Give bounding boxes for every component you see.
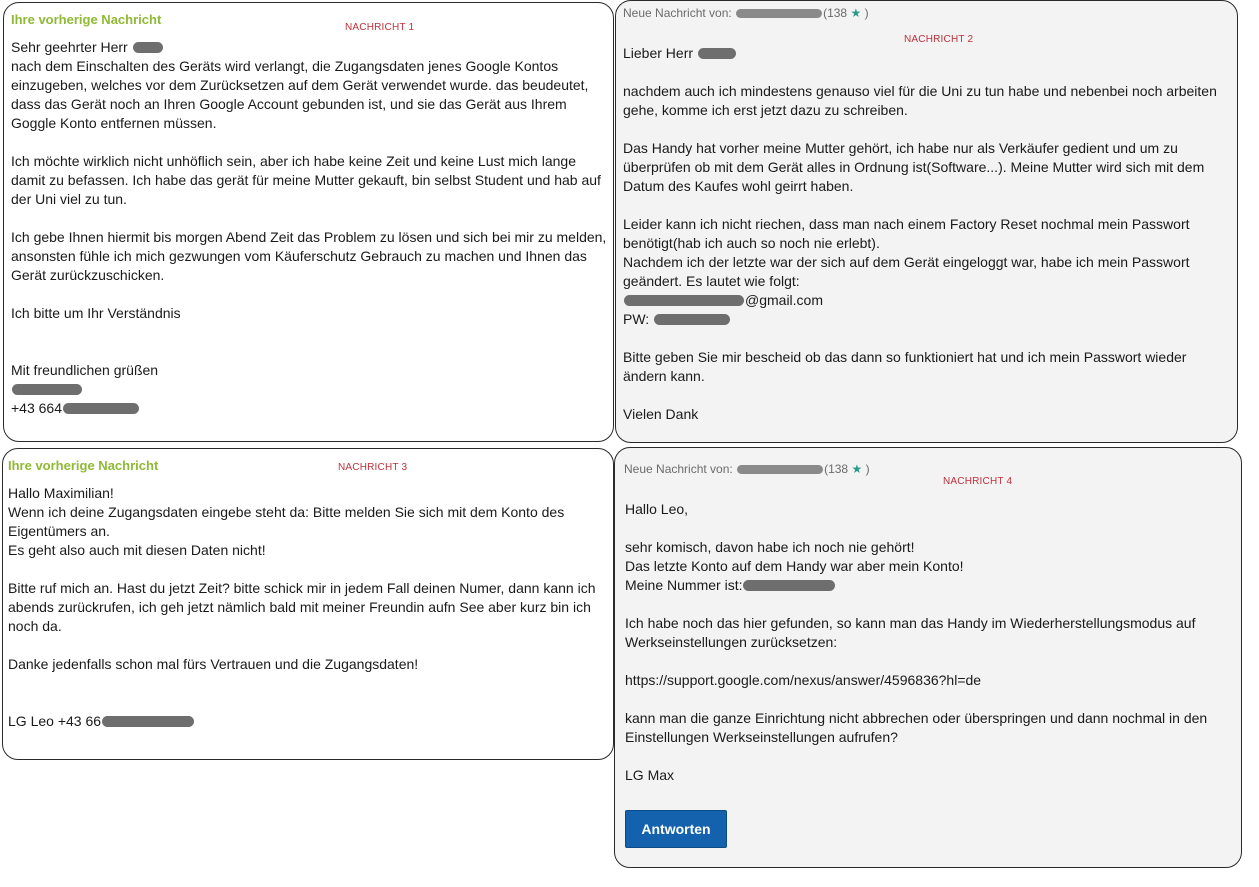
salutation: Lieber Herr bbox=[623, 45, 694, 61]
redacted-email bbox=[624, 295, 744, 306]
pw-label: PW: bbox=[623, 311, 650, 327]
redacted-sender[interactable] bbox=[737, 465, 823, 474]
greeting: Hallo Leo, bbox=[625, 501, 689, 517]
support-link[interactable]: https://support.google.com/nexus/answer/4596836?hl=de bbox=[625, 672, 982, 688]
star-icon: ★ bbox=[850, 6, 862, 20]
redacted-signature bbox=[12, 384, 82, 395]
phone-label: Meine Nummer ist: bbox=[625, 577, 743, 593]
message-paragraph: sehr komisch, davon habe ich noch nie gehört! bbox=[625, 539, 915, 555]
message-paragraph: Nachdem ich der letzte war der sich auf dem Gerät eingeloggt war, habe ich mein Passwort geändert. Es lautet wie folgt: bbox=[623, 254, 1190, 289]
message-tag: NACHRICHT 3 bbox=[338, 462, 408, 473]
signoff: LG Leo +43 66 bbox=[8, 713, 102, 729]
header-label: Neue Nachricht von: bbox=[623, 6, 732, 20]
message-paragraph: Wenn ich deine Zugangsdaten eingebe steht da: Bitte melden Sie sich mit dem Konto des Eigentümers an. bbox=[8, 504, 565, 539]
message-paragraph: Danke jedenfalls schon mal fürs Vertrauen und die Zugangsdaten! bbox=[8, 656, 419, 672]
redacted-name bbox=[133, 42, 163, 53]
reply-button[interactable]: Antworten bbox=[625, 810, 727, 848]
message-header: Neue Nachricht von: (138 ★ ) bbox=[624, 462, 870, 476]
redacted-sender[interactable] bbox=[736, 9, 822, 18]
message-panel-3 bbox=[2, 448, 614, 760]
message-body bbox=[623, 44, 1223, 424]
message-paragraph: Ich habe noch das hier gefunden, so kann man das Handy im Wiederherstellungsmodus auf Werkseinstellungen zurücksetzen: bbox=[625, 615, 1196, 650]
previous-message-title: Ihre vorherige Nachricht bbox=[8, 458, 159, 473]
message-paragraph: Ich gebe Ihnen hiermit bis morgen Abend Zeit das Problem zu lösen und sich bei mir zu melden, ansonsten fühle ich mich gezwungen vom Käuferschutz Gebrauch zu machen und Ihnen das Gerät zurückzuschicken. bbox=[11, 229, 607, 283]
message-paragraph: Es geht also auch mit diesen Daten nicht! bbox=[8, 542, 266, 558]
message-panel-1 bbox=[3, 2, 614, 442]
message-paragraph: Vielen Dank bbox=[623, 406, 699, 422]
message-paragraph: Bitte geben Sie mir bescheid ob das dann so funktioniert hat und ich mein Passwort wieder ändern kann. bbox=[623, 349, 1187, 384]
message-paragraph: Bitte ruf mich an. Hast du jetzt Zeit? bitte schick mir in jedem Fall deinen Numer, dann kann ich abends zurückrufen, ich geh jetzt nämlich bald mit meiner Freundin aufn See aber kurz bin ich noch da. bbox=[8, 580, 596, 634]
message-body bbox=[8, 484, 608, 731]
message-paragraph: Ich bitte um Ihr Verständnis bbox=[11, 305, 181, 321]
message-paragraph: nach dem Einschalten des Geräts wird verlangt, die Zugangsdaten jenes Google Kontos einzugeben, welches vor dem Zurücksetzen auf dem Gerät verwendet wurde. das beudeutet, dass das Gerät noch an Ihren Google Account gebunden ist, und sie das Gerät aus Ihrem Goggle Konto entfernen müssen. bbox=[11, 58, 589, 131]
message-paragraph: Ich möchte wirklich nicht unhöflich sein, aber ich habe keine Zeit und keine Lust mich lange damit zu befassen. Ich habe das gerät für meine Mutter gekauft, bin selbst Student und hab auf der Uni viel zu tun. bbox=[11, 153, 601, 207]
greeting: Hallo Maximilian! bbox=[8, 485, 114, 501]
redacted-phone bbox=[102, 716, 194, 727]
message-body bbox=[625, 500, 1230, 785]
closing: Mit freundlichen grüßen bbox=[11, 362, 159, 378]
header-label: Neue Nachricht von: bbox=[624, 462, 733, 476]
message-tag: NACHRICHT 4 bbox=[943, 476, 1013, 487]
redacted-password bbox=[654, 314, 730, 325]
previous-message-title: Ihre vorherige Nachricht bbox=[11, 12, 162, 27]
salutation: Sehr geehrter Herr bbox=[11, 39, 128, 55]
phone-prefix: +43 664 bbox=[11, 400, 62, 416]
email-suffix: @gmail.com bbox=[745, 292, 824, 308]
message-panel-2 bbox=[615, 0, 1238, 443]
message-paragraph: Leider kann ich nicht riechen, dass man nach einem Factory Reset nochmal mein Passwort benötigt(hab ich auch so noch nie erlebt). bbox=[623, 216, 1190, 251]
message-paragraph: kann man die ganze Einrichtung nicht abbrechen oder überspringen und dann nochmal in den Einstellungen Werkseinstellungen aufrufen? bbox=[625, 710, 1208, 745]
message-paragraph: nachdem auch ich mindestens genauso viel für die Uni zu tun habe und nebenbei noch arbeiten gehe, komme ich erst jetzt dazu zu schreiben. bbox=[623, 83, 1217, 118]
message-panel-4 bbox=[614, 447, 1242, 868]
redacted-phone bbox=[63, 403, 139, 414]
message-paragraph: Das Handy hat vorher meine Mutter gehört, ich habe nur als Verkäufer gedient und um zu überprüfen ob mit dem Gerät alles in Ordnung ist(Software...). Meine Mutter wird sich mit dem Datum des Kaufes wohl geirrt haben. bbox=[623, 140, 1205, 194]
star-icon: ★ bbox=[851, 462, 863, 476]
message-header: Neue Nachricht von: (138 ★ ) bbox=[623, 6, 869, 20]
signoff: LG Max bbox=[625, 767, 675, 783]
message-tag: NACHRICHT 1 bbox=[345, 22, 415, 33]
redacted-phone bbox=[743, 580, 835, 591]
message-body bbox=[11, 38, 611, 418]
header-count: (138 bbox=[824, 462, 849, 476]
redacted-name bbox=[698, 48, 736, 59]
message-tag: NACHRICHT 2 bbox=[904, 34, 974, 45]
message-paragraph: Das letzte Konto auf dem Handy war aber mein Konto! bbox=[625, 558, 964, 574]
header-count: (138 bbox=[823, 6, 848, 20]
